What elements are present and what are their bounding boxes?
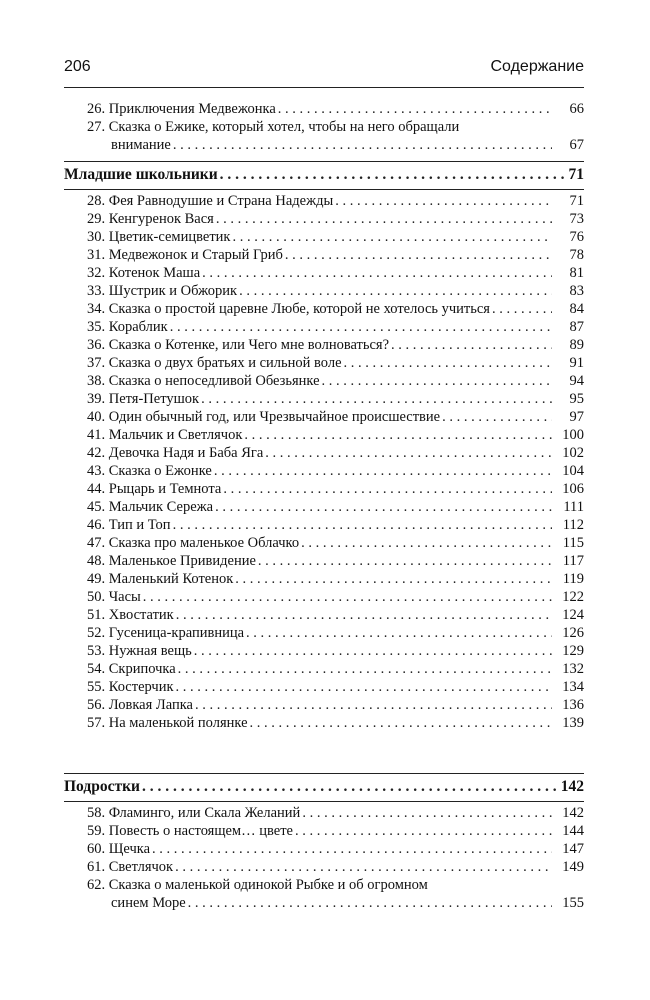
entry-title: 55. Костерчик [87, 679, 174, 695]
section-title: Младшие школьники [64, 166, 218, 183]
running-title: Содержание [490, 58, 584, 75]
leader-dots [344, 354, 552, 372]
entry-title: 41. Мальчик и Светлячок [87, 427, 243, 443]
leader-dots [216, 210, 552, 228]
section-title: Подростки [64, 778, 140, 795]
entry-title: 38. Сказка о непоседливой Обезьянке [87, 373, 320, 389]
entry-page: 111 [563, 499, 584, 515]
entry-title-line1: 62. Сказка о маленькой одинокой Рыбке и об огромном [87, 877, 428, 893]
leader-dots [250, 714, 552, 732]
toc-entry [64, 390, 584, 408]
entry-page: 147 [562, 841, 584, 857]
entry-page: 67 [569, 137, 584, 153]
toc-entry [64, 264, 584, 282]
entry-title: 59. Повесть о настоящем… цвете [87, 823, 293, 839]
entry-page: 112 [562, 517, 584, 533]
leader-dots [202, 264, 552, 282]
toc-entry [64, 660, 584, 678]
entry-page: 117 [562, 553, 584, 569]
entry-title: 42. Девочка Надя и Баба Яга [87, 445, 264, 461]
toc-entry [64, 210, 584, 228]
entry-title: 60. Щечка [87, 841, 151, 857]
entry-title: 51. Хвостатик [87, 607, 174, 623]
entry-page: 142 [562, 805, 584, 821]
leader-dots [170, 318, 552, 336]
toc-entry [64, 444, 584, 462]
toc-entry [64, 300, 584, 318]
leader-dots [178, 660, 552, 678]
section-heading [64, 162, 584, 188]
leader-dots [285, 246, 552, 264]
leader-dots [322, 372, 552, 390]
toc-entry [64, 408, 584, 426]
entry-page: 78 [569, 247, 584, 263]
toc-entry [64, 606, 584, 624]
entry-title: 35. Кораблик [87, 319, 168, 335]
toc-block-1 [64, 100, 584, 154]
toc-entry [64, 876, 584, 912]
entry-page: 89 [569, 337, 584, 353]
toc-entry [64, 678, 584, 696]
toc-entry [64, 552, 584, 570]
toc-entry [64, 336, 584, 354]
toc-entry [64, 372, 584, 390]
leader-dots [232, 228, 552, 246]
entry-title: 32. Котенок Маша [87, 265, 201, 281]
toc-entry [64, 318, 584, 336]
entry-page: 84 [569, 301, 584, 317]
entry-page: 126 [562, 625, 584, 641]
entry-page: 155 [562, 895, 584, 911]
toc-entry [64, 696, 584, 714]
toc-block-3 [64, 804, 584, 912]
entry-title: 33. Шустрик и Обжорик [87, 283, 238, 299]
entry-page: 94 [569, 373, 584, 389]
entry-title: 37. Сказка о двух братьях и сильной воле [87, 355, 342, 371]
entry-title: 30. Цветик-семицветик [87, 229, 231, 245]
leader-dots [143, 588, 552, 606]
entry-title-line1: 27. Сказка о Ежике, который хотел, чтобы на него обращали [87, 119, 460, 135]
toc-entry [64, 714, 584, 732]
entry-title: 26. Приключения Медвежонка [87, 101, 276, 117]
leader-dots [235, 570, 552, 588]
entry-title: 40. Один обычный год, или Чрезвычайное происшествие [87, 409, 441, 425]
toc-entry [64, 480, 584, 498]
leader-dots [201, 390, 552, 408]
entry-title: 48. Маленькое Привидение [87, 553, 256, 569]
toc-entry [64, 100, 584, 118]
section-heading-1 [64, 162, 584, 188]
leader-dots [173, 516, 552, 534]
leader-dots [142, 774, 559, 800]
leader-dots [335, 192, 552, 210]
entry-title: 43. Сказка о Ежонке [87, 463, 212, 479]
entry-title: 28. Фея Равнодушие и Страна Надежды [87, 193, 334, 209]
leader-dots [258, 552, 552, 570]
leader-dots [223, 480, 552, 498]
toc-entry [64, 192, 584, 210]
entry-title: 34. Сказка о простой царевне Любе, которой не хотелось учиться [87, 301, 490, 317]
entry-page: 87 [569, 319, 584, 335]
entry-page: 102 [562, 445, 584, 461]
leader-dots [220, 162, 567, 188]
entry-title: 54. Скрипочка [87, 661, 176, 677]
entry-page: 122 [562, 589, 584, 605]
entry-title: 53. Нужная вещь [87, 643, 192, 659]
section-page: 142 [560, 778, 584, 795]
entry-page: 132 [562, 661, 584, 677]
entry-title: 61. Светлячок [87, 859, 174, 875]
entry-page: 106 [562, 481, 584, 497]
leader-dots [239, 282, 552, 300]
leader-dots [215, 498, 552, 516]
leader-dots [175, 858, 552, 876]
toc-entry [64, 354, 584, 372]
toc-entry [64, 804, 584, 822]
entry-page: 136 [562, 697, 584, 713]
toc-entry [64, 228, 584, 246]
entry-title: 47. Сказка про маленькое Облачко [87, 535, 300, 551]
toc-entry [64, 858, 584, 876]
entry-page: 134 [562, 679, 584, 695]
leader-dots [246, 624, 552, 642]
toc-entry [64, 426, 584, 444]
leader-dots [176, 606, 552, 624]
entry-title: 45. Мальчик Сережа [87, 499, 214, 515]
running-header [64, 58, 584, 80]
section-heading-2 [64, 774, 584, 800]
entry-title: синем Море [111, 895, 186, 911]
leader-dots [244, 426, 552, 444]
entry-title: 50. Часы [87, 589, 141, 605]
entry-page: 91 [569, 355, 584, 371]
entry-title: 31. Медвежонок и Старый Гриб [87, 247, 283, 263]
entry-title: 36. Сказка о Котенке, или Чего мне волноваться? [87, 337, 390, 353]
entry-page: 124 [562, 607, 584, 623]
leader-dots [301, 534, 552, 552]
entry-page: 115 [562, 535, 584, 551]
toc-entry [64, 498, 584, 516]
leader-dots [302, 804, 552, 822]
entry-page: 83 [569, 283, 584, 299]
toc-entry [64, 246, 584, 264]
toc-entry [64, 840, 584, 858]
toc-entry [64, 588, 584, 606]
toc-entry [64, 462, 584, 480]
section-page: 71 [568, 166, 584, 183]
entry-page: 104 [562, 463, 584, 479]
entry-title: 58. Фламинго, или Скала Желаний [87, 805, 301, 821]
toc-entry [64, 282, 584, 300]
entry-page: 144 [562, 823, 584, 839]
page-number: 206 [64, 58, 91, 75]
toc-entry [64, 822, 584, 840]
leader-dots [188, 894, 552, 912]
entry-page: 81 [569, 265, 584, 281]
entry-page: 97 [569, 409, 584, 425]
entry-title: 44. Рыцарь и Темнота [87, 481, 222, 497]
leader-dots [295, 822, 552, 840]
section-heading [64, 774, 584, 800]
toc-entry [64, 118, 584, 154]
entry-title: 49. Маленький Котенок [87, 571, 234, 587]
leader-dots [391, 336, 552, 354]
entry-title: 46. Тип и Топ [87, 517, 171, 533]
toc-entry [64, 642, 584, 660]
leader-dots [173, 136, 552, 154]
section-rule [64, 189, 584, 190]
leader-dots [194, 642, 552, 660]
entry-title: 52. Гусеница-крапивница [87, 625, 245, 641]
entry-page: 66 [569, 101, 584, 117]
entry-title: 57. На маленькой полянке [87, 715, 248, 731]
entry-page: 73 [569, 211, 584, 227]
section-rule [64, 801, 584, 802]
toc-entry [64, 624, 584, 642]
leader-dots [492, 300, 552, 318]
leader-dots [278, 100, 552, 118]
entry-page: 149 [562, 859, 584, 875]
entry-page: 139 [562, 715, 584, 731]
toc-entry [64, 570, 584, 588]
entry-title: внимание [111, 137, 171, 153]
leader-dots [152, 840, 552, 858]
header-rule [64, 87, 584, 88]
entry-page: 119 [562, 571, 584, 587]
entry-page: 100 [562, 427, 584, 443]
entry-page: 71 [569, 193, 584, 209]
leader-dots [265, 444, 552, 462]
entry-title: 29. Кенгуренок Вася [87, 211, 214, 227]
toc-entry [64, 516, 584, 534]
entry-page: 76 [569, 229, 584, 245]
toc-block-2 [64, 192, 584, 732]
leader-dots [176, 678, 552, 696]
entry-page: 129 [562, 643, 584, 659]
entry-title: 39. Петя-Петушок [87, 391, 200, 407]
leader-dots [442, 408, 552, 426]
entry-title: 56. Ловкая Лапка [87, 697, 193, 713]
entry-page: 95 [569, 391, 584, 407]
toc-entry [64, 534, 584, 552]
leader-dots [214, 462, 552, 480]
leader-dots [195, 696, 552, 714]
